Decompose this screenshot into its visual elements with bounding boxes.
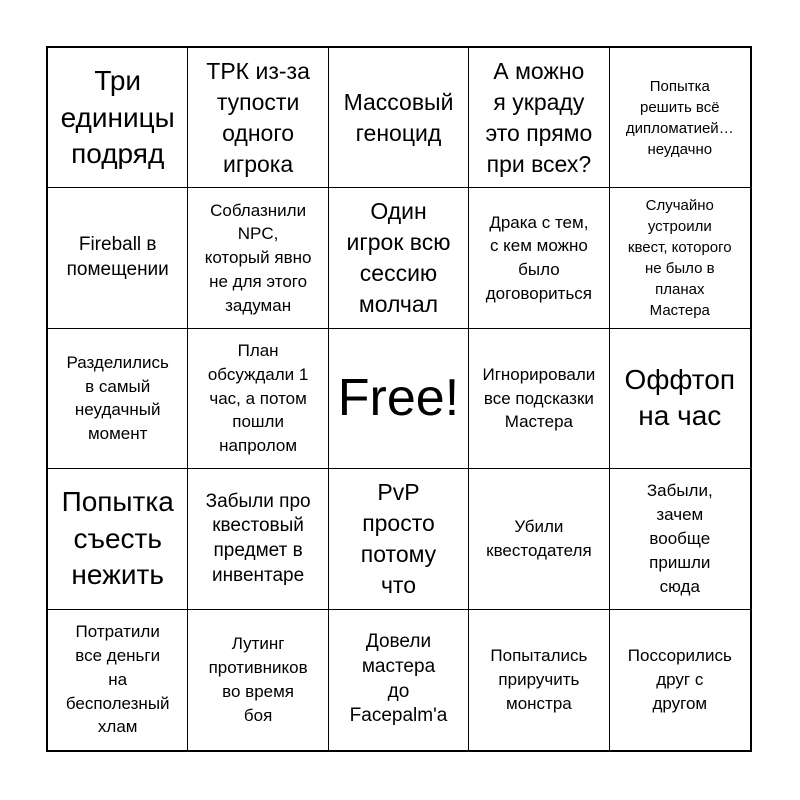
bingo-cell[interactable]	[610, 469, 750, 609]
bingo-cell-text: Один игрок всю сессию молчал	[346, 198, 451, 318]
bingo-cell[interactable]	[469, 610, 609, 750]
bingo-cell[interactable]	[469, 329, 609, 469]
bingo-cell[interactable]	[188, 329, 328, 469]
bingo-cell[interactable]	[329, 48, 469, 188]
bingo-cell-text: Fireball в помещении	[66, 234, 169, 281]
bingo-cell-text: Потратили все деньги на бесполезный хлам	[65, 622, 170, 737]
bingo-cell-text: Убили квестодателя	[486, 517, 592, 560]
bingo-cell[interactable]	[48, 610, 188, 750]
bingo-cell-text: Довели мастера до Facepalm'а	[349, 631, 448, 727]
bingo-cell-text: План обсуждали 1 час, а потом пошли напролом	[207, 341, 309, 456]
bingo-cell-text: ТРК из-за тупости одного игрока	[206, 57, 310, 177]
bingo-cell[interactable]	[48, 329, 188, 469]
free-cell[interactable]	[329, 329, 469, 469]
bingo-cell[interactable]	[329, 610, 469, 750]
bingo-cell[interactable]	[610, 610, 750, 750]
bingo-cell[interactable]	[610, 188, 750, 328]
bingo-cell-text: Массовый геноцид	[343, 88, 454, 146]
bingo-board	[46, 46, 752, 752]
bingo-cell[interactable]	[48, 48, 188, 188]
bingo-cell-text: Поссорились друг с другом	[627, 646, 732, 713]
bingo-cell-text: PvP просто потому что	[360, 478, 437, 598]
bingo-cell[interactable]	[329, 188, 469, 328]
bingo-cell[interactable]	[48, 188, 188, 328]
bingo-cell-text: Разделились в самый неудачный момент	[66, 352, 169, 444]
bingo-cell[interactable]	[188, 188, 328, 328]
bingo-cell[interactable]	[469, 188, 609, 328]
bingo-cell-text: Лутинг противников во время боя	[208, 634, 308, 725]
bingo-cell[interactable]	[188, 610, 328, 750]
bingo-cell-text: Попытались приручить монстра	[490, 646, 588, 713]
bingo-cell[interactable]	[610, 48, 750, 188]
free-cell-text: Free!	[337, 368, 460, 427]
bingo-cell-text: Попытка решить всё дипломатией… неудачно	[625, 77, 734, 158]
bingo-cell-text: Случайно устроили квест, которого не было в планах Мастера	[627, 197, 732, 320]
bingo-cell[interactable]	[469, 48, 609, 188]
bingo-cell[interactable]	[188, 469, 328, 609]
bingo-cell[interactable]	[188, 48, 328, 188]
bingo-cell-text: Драка с тем, с кем можно было договориться	[485, 212, 593, 303]
bingo-cell[interactable]	[48, 469, 188, 609]
bingo-cell-text: Соблазнили NPC, который явно не для этого задуман	[204, 200, 312, 315]
bingo-cell-text: Три единицы подряд	[60, 65, 175, 169]
bingo-cell[interactable]	[469, 469, 609, 609]
bingo-cell-text: А можно я украду это прямо при всех?	[485, 57, 593, 177]
bingo-cell-text: Забыли, зачем вообще пришли сюда	[646, 481, 713, 596]
bingo-cell-text: Игнорировали все подсказки Мастера	[482, 364, 596, 432]
bingo-cell-text: Попытка съесть нежить	[61, 486, 174, 591]
bingo-cell[interactable]	[610, 329, 750, 469]
bingo-cell-text: Оффтоп на час	[624, 364, 736, 432]
bingo-cell-text: Забыли про квестовый предмет в инвентаре	[205, 490, 311, 586]
bingo-cell[interactable]	[329, 469, 469, 609]
